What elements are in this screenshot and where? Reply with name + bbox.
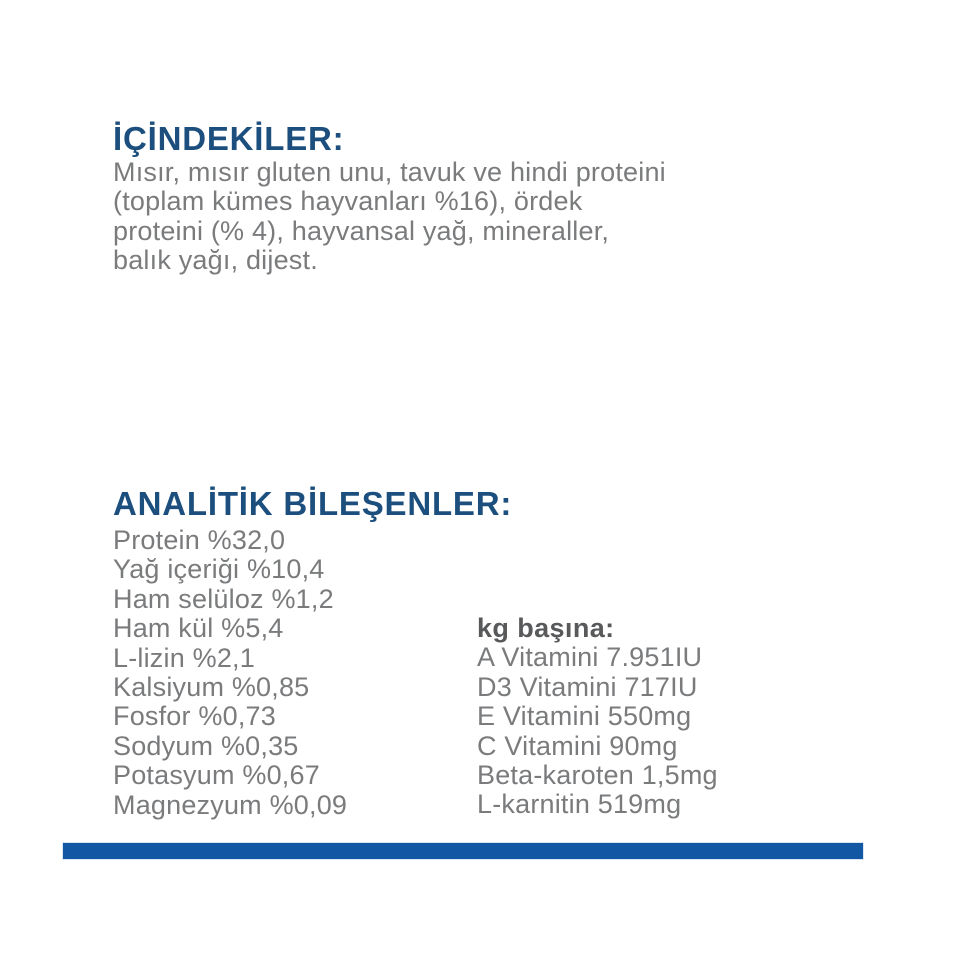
component-value: %2,1 [192, 642, 255, 673]
component-row [113, 526, 347, 555]
vitamin-row [477, 761, 718, 790]
component-value: %0,73 [198, 701, 276, 732]
component-value: %0,09 [269, 789, 348, 820]
component-row [113, 555, 347, 584]
component-value: %0,67 [242, 760, 320, 791]
vitamin-row [477, 732, 718, 761]
component-value: %10,4 [246, 554, 325, 585]
bottom-divider-bar [63, 843, 863, 859]
component-name: Potasyum [113, 760, 235, 791]
vitamin-name: D3 Vitamini [477, 671, 617, 702]
vitamin-name: L-karnitin [477, 789, 591, 820]
vitamin-name: C Vitamini [477, 730, 602, 761]
vitamin-name: E Vitamini [477, 701, 601, 732]
vitamin-value: 1,5mg [641, 760, 718, 791]
vitamin-value: 519mg [597, 789, 682, 820]
component-row [113, 585, 347, 614]
vitamin-row [477, 702, 718, 731]
component-value: %0,35 [220, 730, 299, 761]
analytical-components-list [113, 526, 347, 820]
component-value: %5,4 [221, 613, 284, 644]
per-kg-label: kg başına: [477, 613, 615, 643]
vitamin-value: 7.951IU [606, 642, 703, 673]
component-value: %1,2 [271, 583, 334, 614]
ingredients-line: Mısır, mısır gluten unu, tavuk ve hindi proteini [113, 157, 666, 187]
vitamin-row [477, 643, 718, 672]
vitamin-name: A Vitamini [477, 642, 599, 673]
component-row [113, 644, 347, 673]
vitamin-row [477, 673, 718, 702]
component-name: Kalsiyum [113, 672, 225, 703]
component-name: Fosfor [113, 701, 191, 732]
vitamin-value: 717IU [624, 671, 698, 702]
ingredients-paragraph [113, 158, 666, 276]
per-kg-column [477, 614, 718, 820]
component-name: Ham selüloz [113, 583, 264, 614]
ingredients-line: (toplam kümes hayvanları %16), ördek [113, 186, 583, 217]
component-name: Ham kül [113, 613, 214, 644]
component-name: Magnezyum [113, 789, 262, 820]
component-name: Protein [113, 525, 200, 555]
vitamin-value: 550mg [607, 701, 692, 732]
component-row [113, 791, 347, 820]
component-row [113, 702, 347, 731]
component-row [113, 614, 347, 643]
component-value: %0,85 [231, 672, 310, 703]
ingredients-title: İÇİNDEKİLER: [113, 120, 345, 158]
component-row [113, 761, 347, 790]
component-name: L-lizin [113, 642, 185, 673]
component-row [113, 673, 347, 702]
component-name: Yağ içeriği [113, 554, 240, 585]
component-row [113, 732, 347, 761]
vitamin-value: 90mg [609, 730, 678, 761]
component-value: %32,0 [207, 525, 286, 555]
ingredients-line: balık yağı, dijest. [113, 245, 318, 276]
vitamin-name: Beta-karoten [477, 760, 634, 791]
analytical-components-title: ANALİTİK BİLEŞENLER: [113, 485, 513, 523]
component-name: Sodyum [113, 730, 214, 761]
ingredients-line: proteini (% 4), hayvansal yağ, mineraller, [113, 215, 610, 246]
vitamin-row [477, 790, 718, 819]
